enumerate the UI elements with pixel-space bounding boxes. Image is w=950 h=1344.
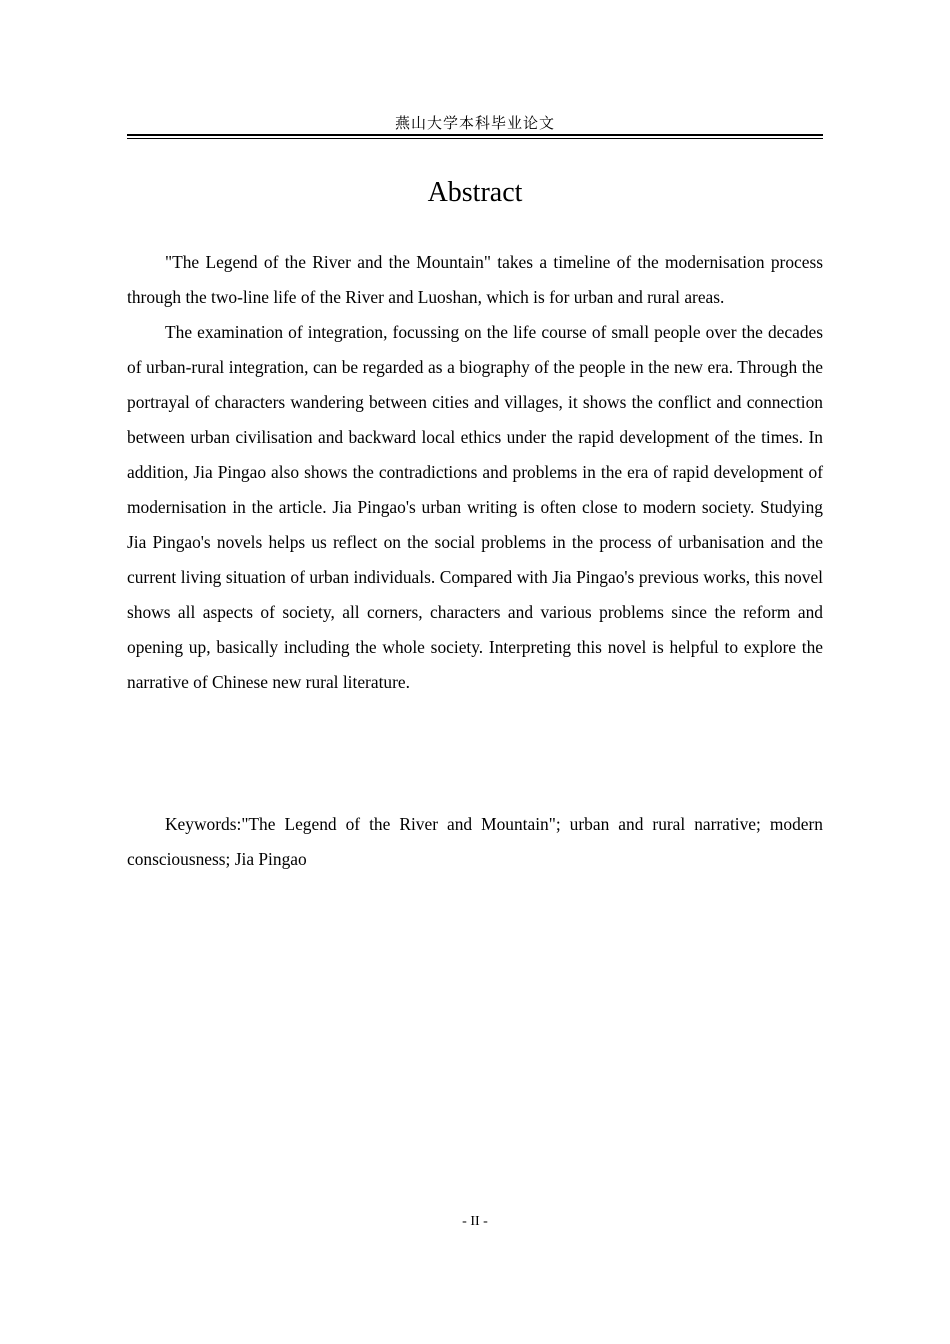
page-number: - II - — [462, 1214, 488, 1229]
running-header: 燕山大学本科毕业论文 — [394, 114, 555, 132]
abstract-title: Abstract — [427, 177, 523, 208]
abstract-paragraph-1: "The Legend of the River and the Mountain" takes a timeline of the modernisation process through the two-line life of the River and Luoshan, which is for urban and rural areas. — [127, 252, 823, 307]
header-rule-thin — [127, 138, 823, 139]
abstract-body — [127, 245, 823, 700]
abstract-paragraph-2: The examination of integration, focussing on the life course of small people over the decades of urban-rural integration, can be regarded as a biography of the people in the new era. Through the portrayal of characters wandering between cities and villages, it shows the conflict and connection between urban civilisation and backward local ethics under the rapid development of the times. In addition, Jia Pingao also shows the contradictions and problems in the era of rapid development of modernisation in the article. Jia Pingao's urban writing is often close to modern society. Studying Jia Pingao's novels helps us reflect on the social problems in the process of urbanisation and the current living situation of urban individuals. Compared with Jia Pingao's previous works, this novel shows all aspects of society, all corners, characters and various problems since the reform and opening up, basically including the whole society. Interpreting this novel is helpful to explore the narrative of Chinese new rural literature. — [127, 322, 823, 692]
keywords: Keywords:"The Legend of the River and Mountain"; urban and rural narrative; modern consciousness; Jia Pingao — [127, 814, 823, 869]
header-rule-thick — [127, 134, 823, 136]
